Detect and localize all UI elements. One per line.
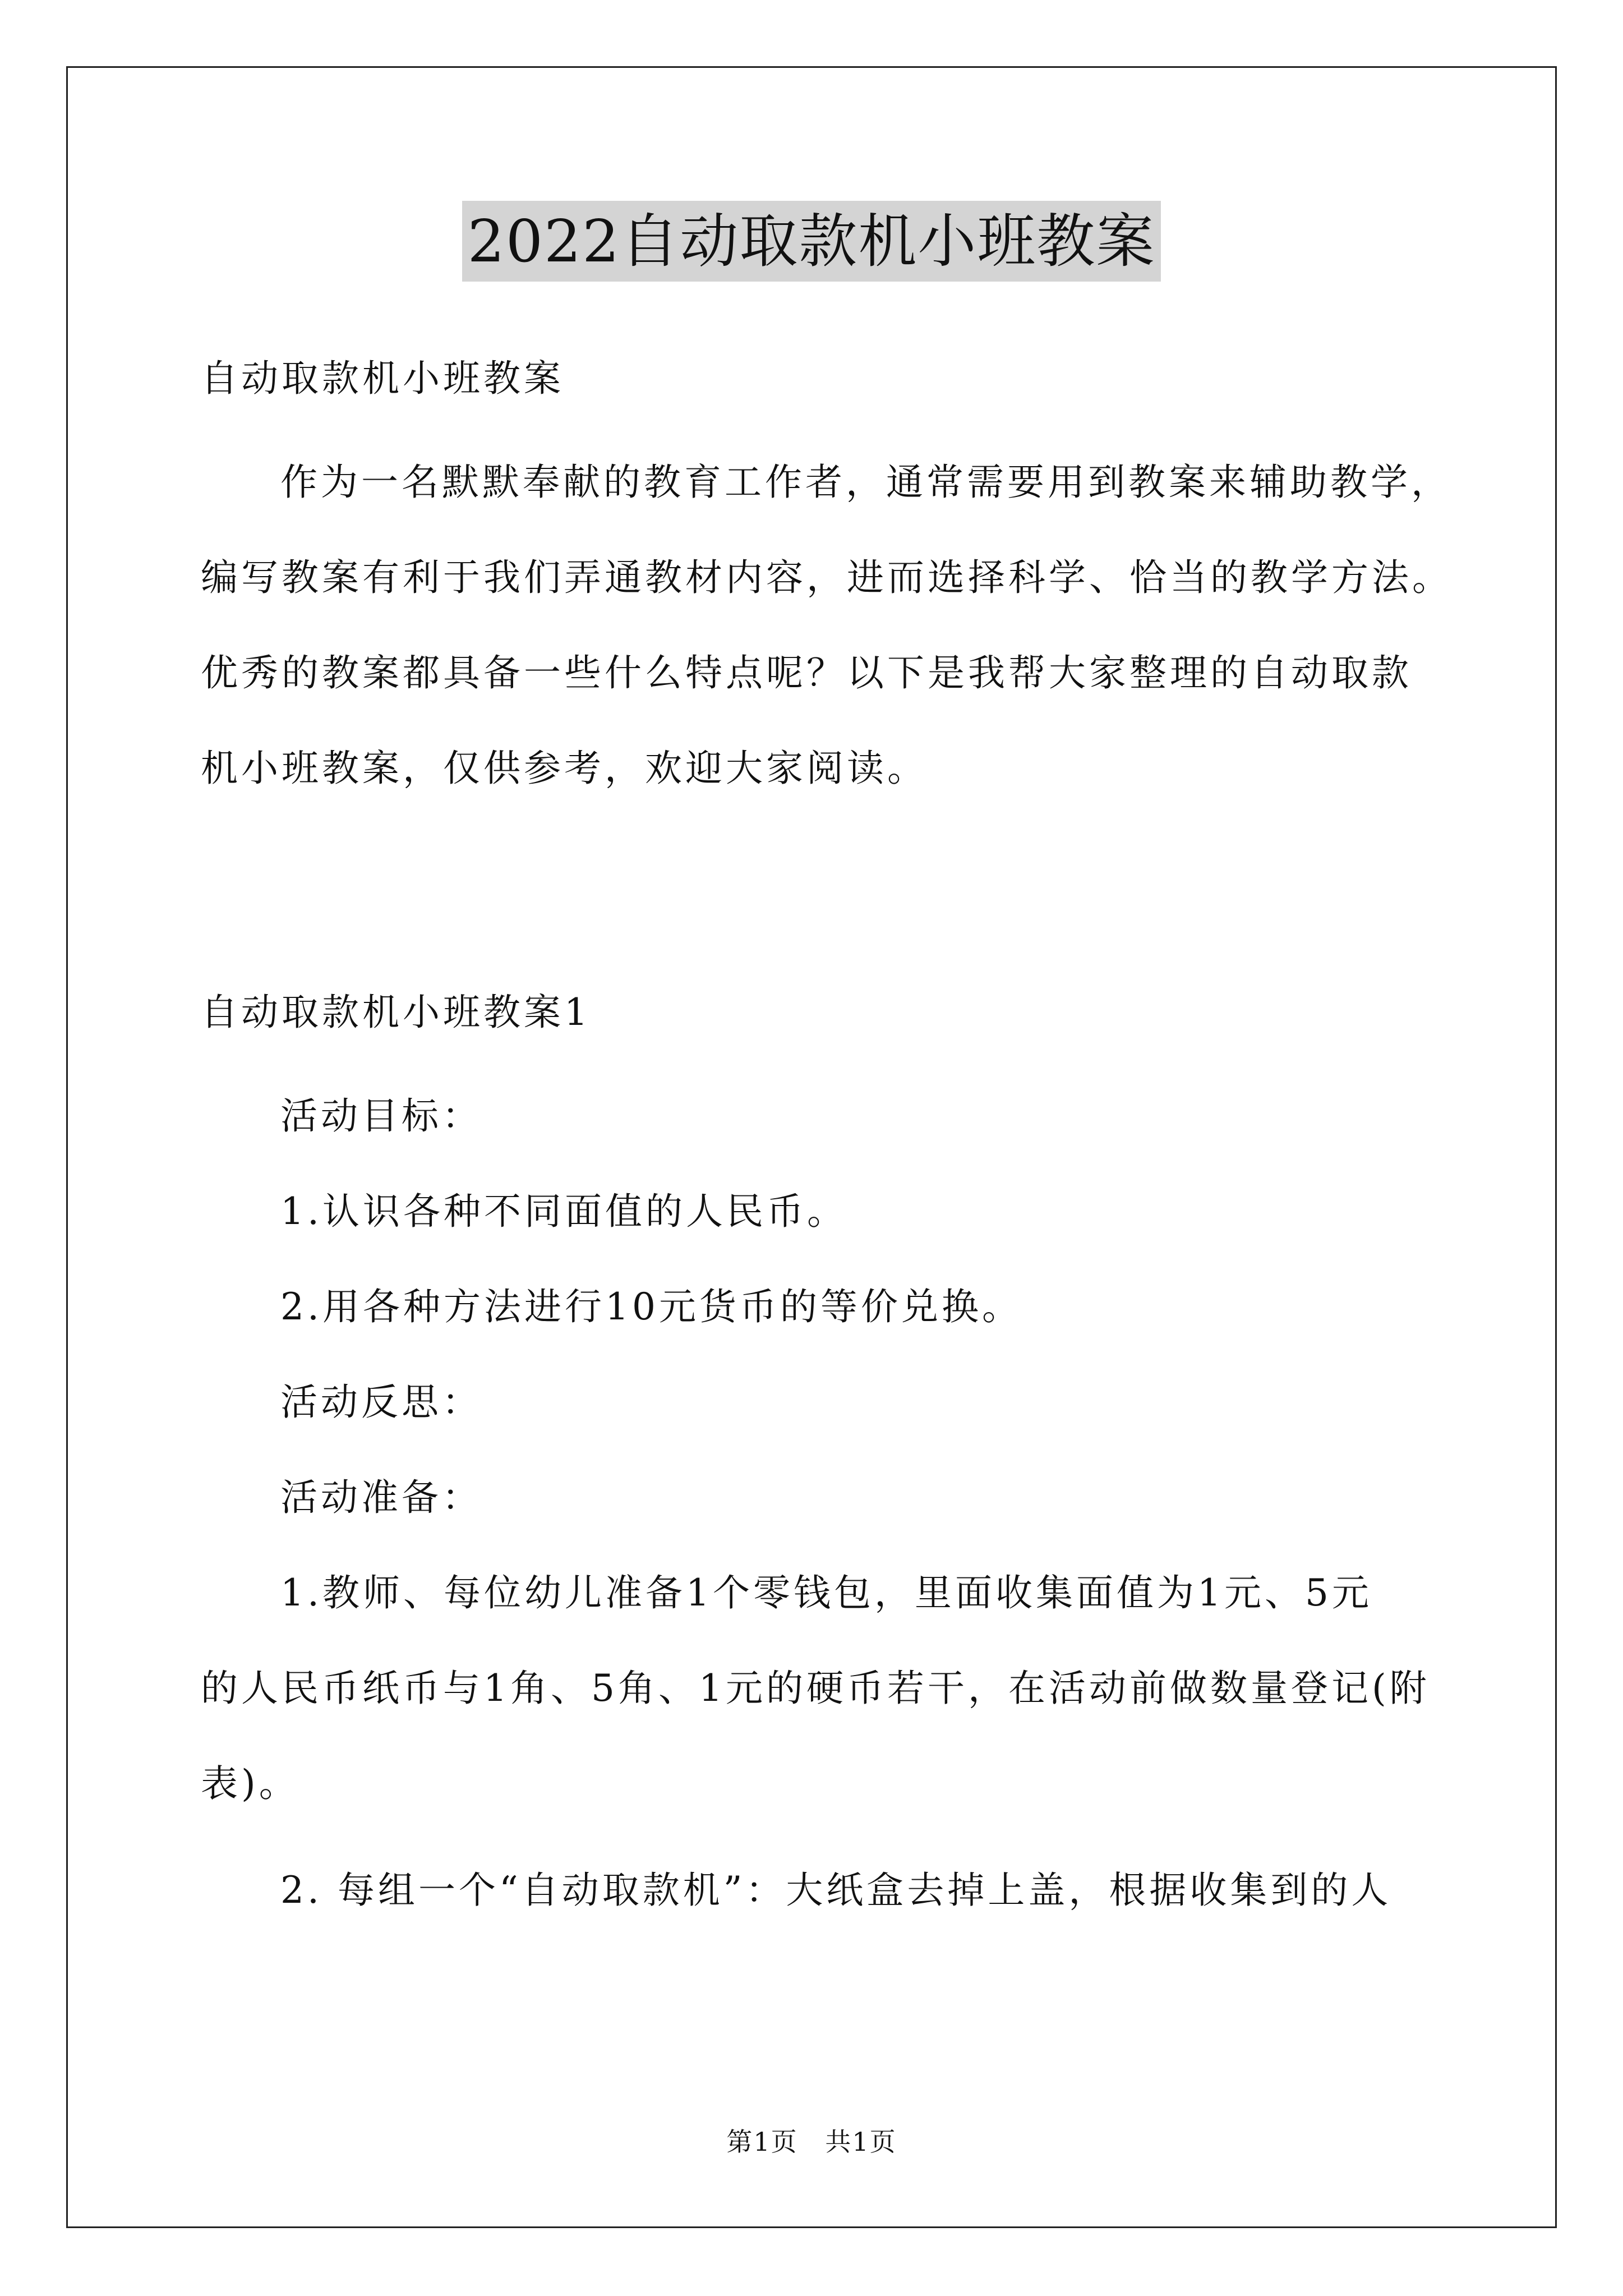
page-number-current: 第1页 xyxy=(726,2127,798,2157)
intro-paragraph-line-3: 优秀的教案都具备一些什么特点呢？以下是我帮大家整理的自动取款 xyxy=(201,651,1412,694)
intro-paragraph-line-4: 机小班教案，仅供参考，欢迎大家阅读。 xyxy=(201,747,928,790)
preparation-item-1-line-1: 1.教师、每位幼儿准备1个零钱包，里面收集面值为1元、5元 xyxy=(280,1571,1372,1614)
activity-preparation-heading: 活动准备： xyxy=(280,1476,482,1519)
goal-item-1: 1.认识各种不同面值的人民币。 xyxy=(280,1190,847,1233)
activity-reflection-heading: 活动反思： xyxy=(280,1381,482,1424)
preparation-item-2-line-1: 2. 每组一个“自动取款机”：大纸盒去掉上盖，根据收集到的人 xyxy=(280,1869,1392,1912)
preparation-item-1-line-2: 的人民币纸币与1角、5角、1元的硬币若干，在活动前做数量登记(附 xyxy=(201,1667,1430,1710)
preparation-item-1-line-3: 表)。 xyxy=(201,1762,299,1805)
title-container xyxy=(0,201,1623,282)
section-heading-intro: 自动取款机小班教案 xyxy=(201,357,564,400)
section-heading-plan-1: 自动取款机小班教案1 xyxy=(201,991,591,1034)
intro-paragraph-line-1: 作为一名默默奉献的教育工作者，通常需要用到教案来辅助教学， xyxy=(280,461,1451,504)
goal-item-2: 2.用各种方法进行10元货币的等价兑换。 xyxy=(280,1285,1022,1328)
document-title: 2022自动取款机小班教案 xyxy=(462,201,1161,282)
intro-paragraph-line-2: 编写教案有利于我们弄通教材内容，进而选择科学、恰当的教学方法。 xyxy=(201,556,1453,599)
activity-goals-heading: 活动目标： xyxy=(280,1094,482,1138)
page-number-total: 共1页 xyxy=(825,2127,897,2157)
page-footer xyxy=(0,2125,1623,2159)
